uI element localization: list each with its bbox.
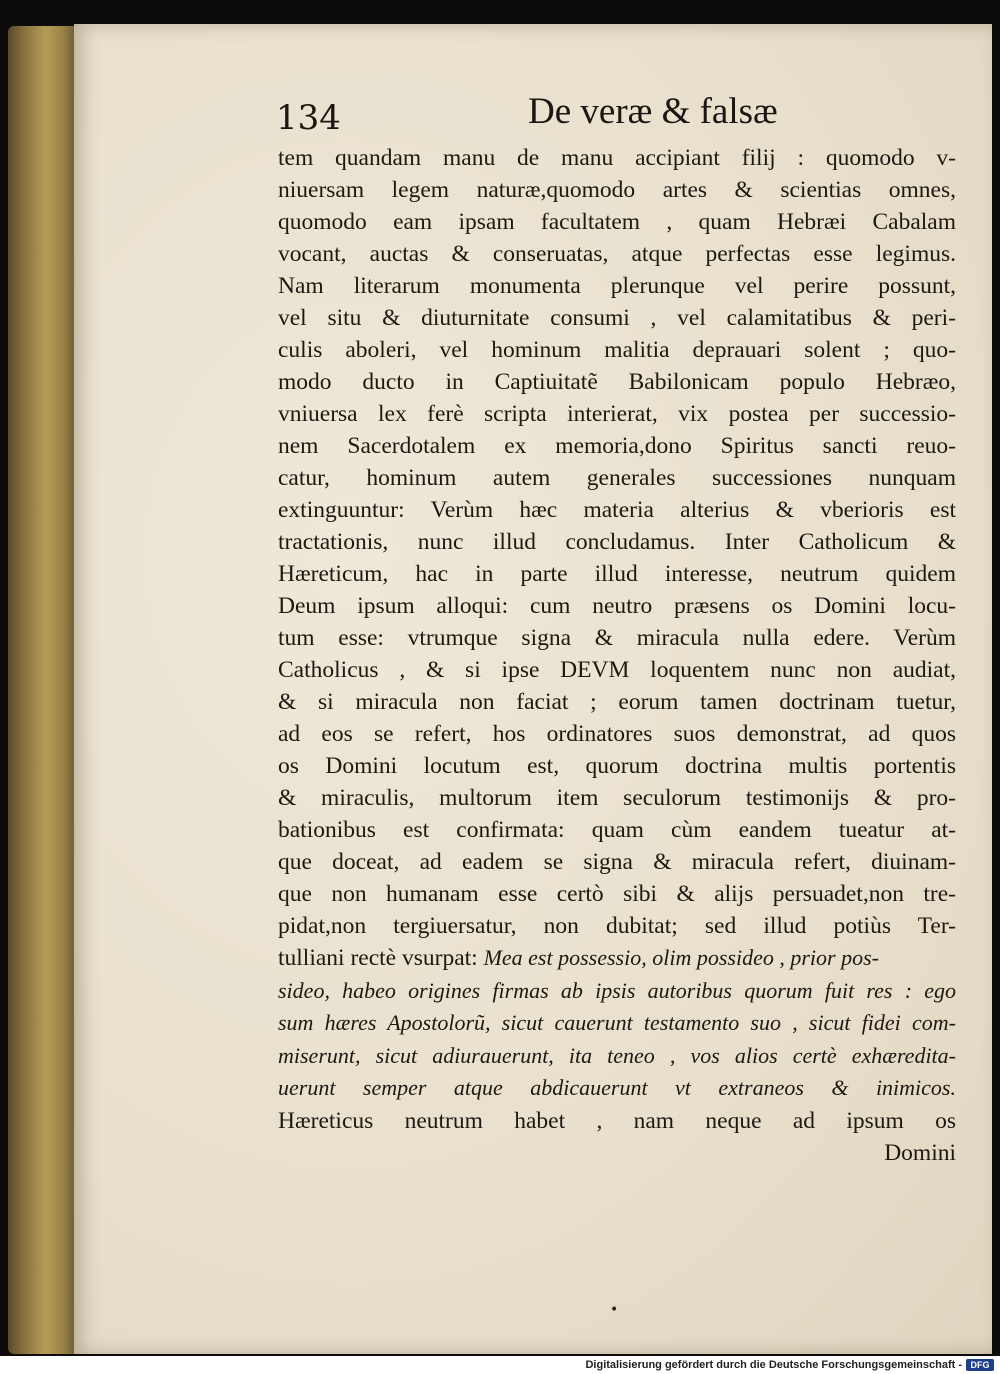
running-title: De veræ & falsæ <box>528 91 778 132</box>
text-line: Catholicus , & si ipse DEVM loquentem nunc non audiat, <box>278 657 956 683</box>
text-line: bationibus est confirmata: quam cùm eandem tueatur at- <box>278 817 956 843</box>
text-line: vocant, auctas & conseruatas, atque perfectas esse legimus. <box>278 241 956 267</box>
text-line: quomodo eam ipsam facultatem , quam Hebræi Cabalam <box>278 209 956 235</box>
text-line: nem Sacerdotalem ex memoria,dono Spiritus sancti reuo- <box>278 433 956 459</box>
text-line: que non humanam esse certò sibi & alijs persuadet,non tre- <box>278 881 956 907</box>
text-line: niuersam legem naturæ,quomodo artes & scientias omnes, <box>278 177 956 203</box>
text-line: Hæreticum, hac in parte illud interesse, neutrum quidem <box>278 561 956 587</box>
text-line: os Domini locutum est, quorum doctrina multis portentis <box>278 753 956 779</box>
italic-quote-start: Mea est possessio, olim possideo , prior pos- <box>483 945 879 970</box>
funding-credit: Digitalisierung gefördert durch die Deutsche Forschungsgemeinschaft - <box>585 1359 962 1371</box>
text-line: Nam literarum monumenta plerunque vel perire possunt, <box>278 273 956 299</box>
dfg-logo: DFG <box>966 1359 994 1371</box>
italic-quote-line: sideo, habeo origines firmas ab ipsis autoribus quorum fuit res : ego <box>278 977 956 1003</box>
page-number: 134 <box>276 98 341 138</box>
text-line-mixed <box>278 942 956 975</box>
footer-bar <box>0 1356 1000 1374</box>
text-line: & si miracula non faciat ; eorum tamen doctrinam tuetur, <box>278 689 956 715</box>
text-line: pidat,non tergiuersatur, non dubitat; sed illud potiùs Ter- <box>278 913 956 939</box>
text-line: vel situ & diuturnitate consumi , vel calamitatibus & peri- <box>278 305 956 331</box>
italic-quote-line: sum hæres Apostolorũ, sicut cauerunt testamento suo , sicut fidei com- <box>278 1010 956 1035</box>
text-line-lead: tulliani rectè vsurpat: <box>278 945 478 971</box>
catchword: Domini <box>884 1139 956 1166</box>
italic-quote-line: miserunt, sicut adiurauerunt, ita teneo , vos alios certè exhæredita- <box>278 1042 956 1068</box>
text-line: extinguuntur: Verùm hæc materia alterius & vberioris est <box>278 497 956 523</box>
text-line: tractationis, nunc illud concludamus. Inter Catholicum & <box>278 529 956 555</box>
text-line: tem quandam manu de manu accipiant filij : quomodo v- <box>278 145 956 171</box>
book-page-edges <box>8 26 76 1354</box>
text-line: catur, hominum autem generales successiones nunquam <box>278 465 956 491</box>
text-line: modo ducto in Captiuitatẽ Babilonicam populo Hebræo, <box>278 369 956 395</box>
page-body <box>278 142 956 1169</box>
text-line: ad eos se refert, hos ordinatores suos demonstrat, ad quos <box>278 721 956 747</box>
text-line: & miraculis, multorum item seculorum testimonijs & pro- <box>278 785 956 811</box>
text-line: Deum ipsum alloqui: cum neutro præsens os Domini locu- <box>278 593 956 619</box>
text-line: culis aboleri, vel hominum malitia deprauari solent ; quo- <box>278 337 956 363</box>
italic-quote-line: uerunt semper atque abdicauerunt vt extraneos & inimicos. <box>278 1075 956 1100</box>
signature-dot: • <box>610 1302 619 1318</box>
text-line: que doceat, ad eadem se signa & miracula refert, diuinam- <box>278 849 956 875</box>
text-line: tum esse: vtrumque signa & miracula nulla edere. Verùm <box>278 625 956 651</box>
text-line: vniuersa lex ferè scripta interierat, vix postea per successio- <box>278 401 956 427</box>
text-line: Hæreticus neutrum habet , nam neque ad ipsum os <box>278 1107 956 1134</box>
